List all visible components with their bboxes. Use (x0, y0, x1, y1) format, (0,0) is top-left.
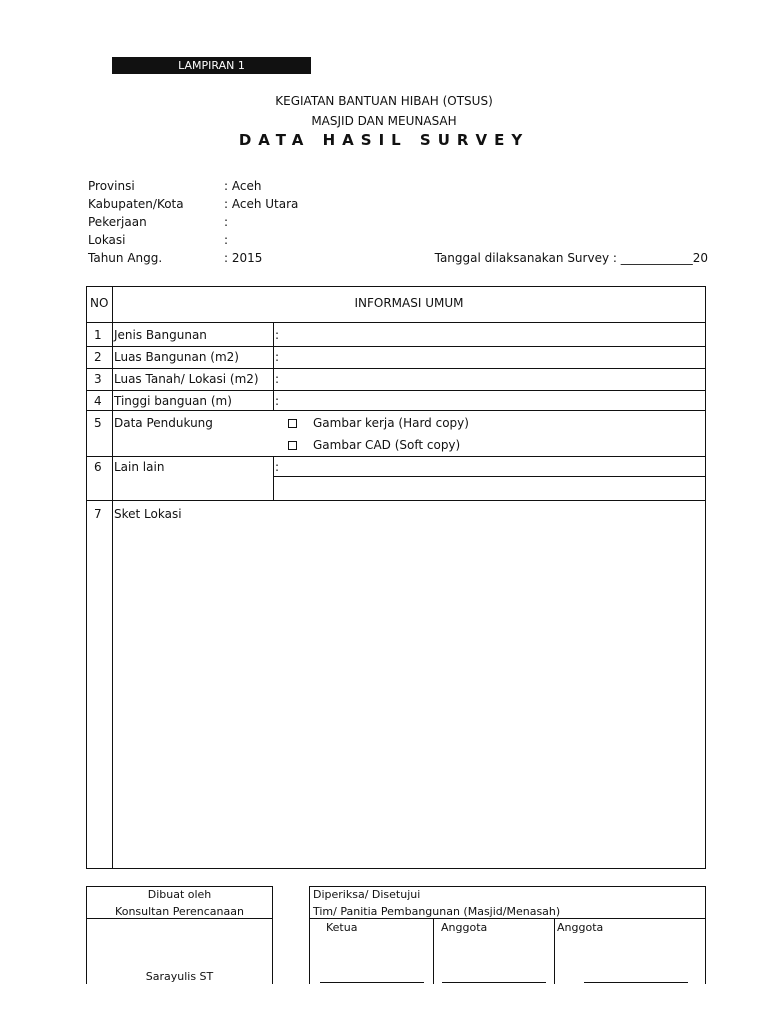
row-no: 7 (94, 507, 102, 521)
row-no: 6 (94, 460, 102, 474)
row-label-luas-bangunan: Luas Bangunan (m2) (114, 350, 239, 364)
info-value-kabupaten: : Aceh Utara (224, 197, 299, 211)
row-no: 1 (94, 328, 102, 342)
info-value-provinsi: : Aceh (224, 179, 262, 193)
survey-date: Tanggal dilaksanakan Survey : ____________20 (434, 251, 708, 265)
checkbox-soft-copy[interactable] (288, 441, 297, 450)
role-anggota-2: Anggota (557, 921, 604, 934)
info-label-kabupaten: Kabupaten/Kota (88, 197, 184, 211)
row-no: 2 (94, 350, 102, 364)
row-value-field[interactable]: : (275, 460, 280, 474)
row-label-data-pendukung: Data Pendukung (114, 416, 213, 430)
row-value-field[interactable]: : (275, 372, 280, 386)
document-title-line1: KEGIATAN BANTUAN HIBAH (OTSUS) (275, 94, 493, 108)
checkbox-hard-copy[interactable] (288, 419, 297, 428)
row-label-tinggi-bangunan: Tinggi banguan (m) (114, 394, 232, 408)
footer-left-signer: Sarayulis ST (145, 970, 214, 983)
column-header-informasi: INFORMASI UMUM (354, 296, 464, 310)
sketch-area[interactable] (113, 501, 705, 868)
footer-right-line2: Tim/ Panitia Pembangunan (Masjid/Menasah) (313, 905, 561, 918)
signature-line-anggota-1[interactable] (442, 982, 546, 983)
row-label-sket-lokasi: Sket Lokasi (114, 507, 182, 521)
info-label-tahun: Tahun Angg. (88, 251, 163, 265)
row-label-luas-tanah: Luas Tanah/ Lokasi (m2) (114, 372, 259, 386)
row-no: 5 (94, 416, 102, 430)
row-value-field[interactable]: : (275, 394, 280, 408)
row-value-field[interactable]: : (275, 350, 280, 364)
info-label-lokasi: Lokasi (88, 233, 126, 247)
row-label-lain-lain: Lain lain (114, 460, 165, 474)
row-no: 4 (94, 394, 102, 408)
signature-line-anggota-2[interactable] (584, 982, 688, 983)
row-label-jenis-bangunan: Jenis Bangunan (114, 328, 207, 342)
checkbox-label-hard-copy: Gambar kerja (Hard copy) (313, 416, 469, 430)
row-value-field[interactable]: : (275, 328, 280, 342)
row-no: 3 (94, 372, 102, 386)
document-title-line2: MASJID DAN MEUNASAH (311, 114, 457, 128)
column-header-no: NO (90, 296, 109, 310)
checkbox-label-soft-copy: Gambar CAD (Soft copy) (313, 438, 461, 452)
signature-line-ketua[interactable] (320, 982, 424, 983)
footer-left-line2: Konsultan Perencanaan (115, 905, 244, 918)
footer-right-line1: Diperiksa/ Disetujui (313, 888, 421, 901)
lampiran-badge: LAMPIRAN 1 (112, 57, 311, 74)
document-title-main: DATA HASIL SURVEY (238, 131, 530, 149)
info-value-tahun: : 2015 (224, 251, 263, 265)
role-ketua: Ketua (326, 921, 358, 934)
info-value-lokasi: : (224, 233, 229, 247)
footer-left-line1: Dibuat oleh (147, 888, 212, 901)
role-anggota-1: Anggota (441, 921, 488, 934)
info-value-pekerjaan: : (224, 215, 229, 229)
info-label-provinsi: Provinsi (88, 179, 135, 193)
info-label-pekerjaan: Pekerjaan (88, 215, 147, 229)
